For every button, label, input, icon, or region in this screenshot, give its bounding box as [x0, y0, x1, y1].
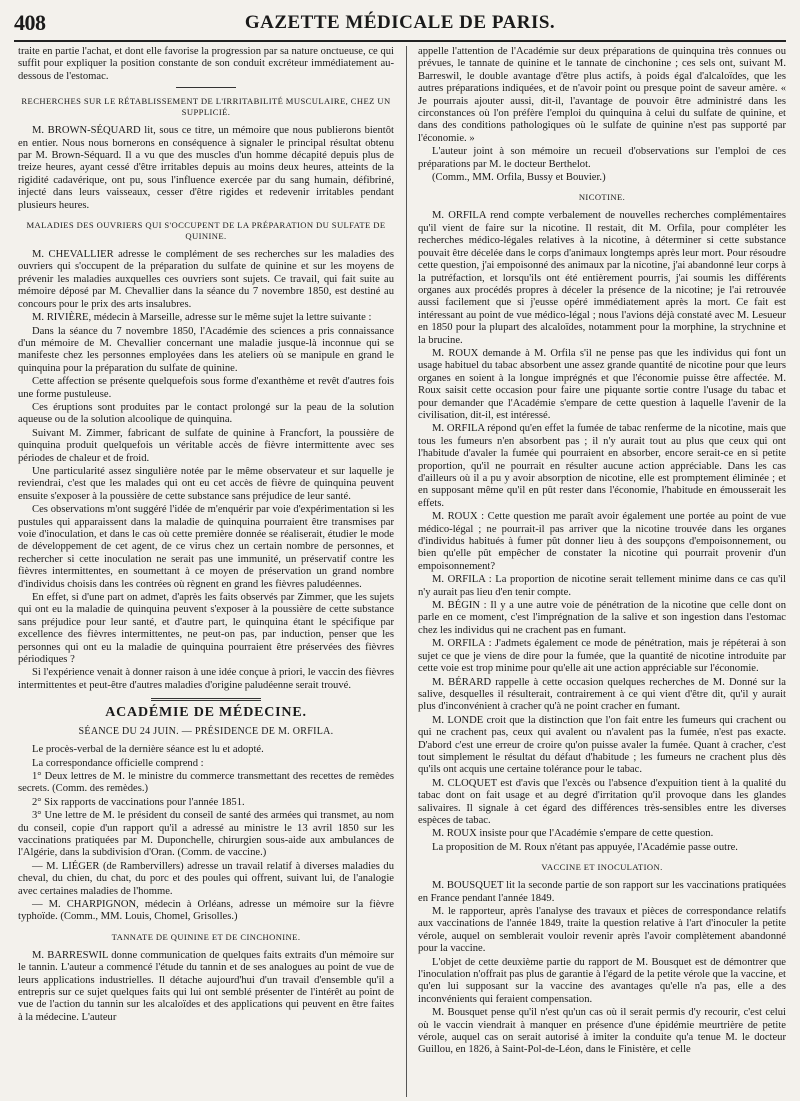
paragraph: L'objet de cette deuxième partie du rapport de M. Bousquet est de démontrer que l'inoculation n'offrait pas plus de garantie à l'égard de la petite vérole que la vaccine, et qu'en lui supposant sur la vaccine des avantages qu'elle n'a pas, elle a des inconvénients qui feraient compensation. — [418, 956, 786, 1005]
paragraph: M. BROWN-SÉQUARD lit, sous ce titre, un mémoire que nous publierons bientôt en entier. Nous nous bornerons en conséquence à signaler le principal résultat obtenu par M. Brown-Séquard. Il a vu que des muscles d'un homme décapité depuis plus de treize heures, ayant cessé d'être irritables depuis au moins deux heures, atteints de la rigidité cadavérique, ont pu, sous l'influence exercée par du sang humain, défibriné, injecté dans leurs vaisseaux, cesser d'être rigides et redevenir irritables pendant plusieurs heures. — [18, 125, 394, 211]
paragraph: M. le rapporteur, après l'analyse des travaux et pièces de correspondance relatifs aux vaccinations de l'année 1849, traite la question relative à l'art d'inoculer la petite vérole, auquel on semblerait vouloir revenir après l'avoir complètement abandonné pour la vaccine. — [418, 906, 786, 955]
paragraph: La correspondance officielle comprend : — [32, 757, 204, 769]
list-item: 3° Une lettre de M. le président du conseil de santé des armées qui transmet, au nom du conseil, copie d'un rapport qu'il a adressé au ministre le 13 avril 1850 sur les vaccinations pratiquées par M. Duponchelle, chirurgien sous-aide aux ambulances de l'Algérie, dans la subdivision d'Oran. (Comm. de vaccine.) — [18, 810, 394, 859]
paragraph: traite en partie l'achat, et dont elle favorise la progression par sa nature onctueuse, ce qui suffit pour expliquer la position constante de son conduit excréteur immédiatement au-dessous de l'estomac. — [18, 46, 394, 82]
session-line: SÉANCE DU 24 JUIN. — PRÉSIDENCE DE M. ORFILA. — [78, 725, 334, 737]
section-rule — [151, 698, 261, 701]
academy-heading: ACADÉMIE DE MÉDECINE. — [105, 705, 307, 721]
paragraph: Le procès-verbal de la dernière séance est lu et adopté. — [32, 744, 264, 756]
page-number: 408 — [14, 10, 46, 35]
section-heading: VACCINE ET INOCULATION. — [541, 862, 663, 873]
page-header — [14, 10, 786, 42]
paragraph: L'auteur joint à son mémoire un recueil d'observations sur l'emploi de ces préparations par M. le docteur Berthelot. — [418, 146, 786, 170]
paragraph: M. ROUX : Cette question me paraît avoir également une portée au point de vue médico-légal ; ne pourrait-il pas arriver que la nicotine trouvée dans les organes d'individus habitués à fumer pût donner lieu à des soupçons d'empoisonnement, ou bien qu'elle pût empêcher de constater la nicotine qui pourrait provenir d'un empoisonnement? — [418, 511, 786, 572]
paragraph: M. CHEVALLIER adresse le complément de ses recherches sur les maladies des ouvriers qui s'occupent de la préparation du sulfate de quinine et sur les moyens de prévenir les maladies auxquelles ces ouvriers sont sujets. Ce travail, qui fait suite au mémoire déposé par M. Chevallier dans la séance du 7 novembre 1850, est destiné au concours pour le prix des arts insalubres. — [18, 249, 394, 310]
paragraph: M. ORFILA : J'admets également ce mode de pénétration, mais je répéterai à son sujet ce que je viens de dire pour la fumée, que la quantité de nicotine introduite par cette voie est trop minime pour qu'elle ait une action appréciable sur l'économie. — [418, 638, 786, 675]
paragraph: M. BOUSQUET lit la seconde partie de son rapport sur les vaccinations pratiquées en France pendant l'année 1849. — [418, 880, 786, 904]
paragraph: M. CLOQUET est d'avis que l'excès ou l'absence d'expuition tient à la qualité du tabac dont on fait usage et au degré d'irritation qu'il provoque dans les glandes salivaires. Il signale à cet égard des différences très-sensibles entre les diverses espèces de tabac. — [418, 777, 786, 826]
section-heading: TANNATE DE QUININE ET DE CINCHONINE. — [111, 931, 301, 942]
paragraph: La proposition de M. Roux n'étant pas appuyée, l'Académie passe outre. — [432, 841, 738, 853]
section-heading: RECHERCHES SUR LE RÉTABLISSEMENT DE L'IRRITABILITÉ MUSCULAIRE, CHEZ UN SUPPLICIÉ. — [21, 96, 391, 118]
paragraph: M. ORFILA répond qu'en effet la fumée de tabac renferme de la nicotine, mais que tous les fumeurs n'en absorbent pas ; il n'y aurait tout au plus que ceux qui ont l'habitude d'avaler la fumée qui pourraient en absorber, encore serait-ce en si petite proportion, qu'il ne pourrait en résulter aucune action appréciable. Dans les cas d'ailleurs où il a pu y avoir absorption de nicotine, elle est promptement éliminée ; et en supposant même qu'il en pût rester dans l'économie, l'habitude en émousserait les effets. — [418, 423, 786, 509]
paragraph: appelle l'attention de l'Académie sur deux préparations de quinquina très connues ou prévues, le tannate de quinine et le tannate de cinchonine ; ces sels ont, suivant M. Barreswil, le double avantage d'être plus actifs, à poids égal d'alcaloïdes, que les autres préparations indiquées, et de n'avoir point ou presque point de saveur amère. « Je pourrais ajouter aussi, dit-il, l'avantage de pouvoir être administré dans les circonstances où l'on préfère l'emploi du quinquina à celui du sulfate de quinine, et dans des conditions pathologiques où le sulfate de quinine n'est pas supporté par l'économie. » — [418, 46, 786, 144]
section-heading: MALADIES DES OUVRIERS QUI S'OCCUPENT DE LA PRÉPARATION DU SULFATE DE QUININE. — [26, 220, 386, 242]
paragraph: M. ORFILA rend compte verbalement de nouvelles recherches complémentaires qu'il vient de faire sur la nicotine. Il restait, dit M. Orfila, pour compléter les recherches médico-légales relatives à la nicotine, à déterminer si cette substance pouvait être décelée dans le corps d'animaux longtemps après leur mort. Pour résoudre cette question, j'ai empoisonné des animaux par la nicotine, j'ai abandonné leur corps à la putréfaction, et lorsqu'ils ont été entièrement pourris, j'ai soumis les différents organes aux procédés propres à déceler la présence de la nicotine; je l'ai retrouvée aussi facilement que si j'eusse opéré immédiatement après la mort. Ce fait est intéressant au point de vue médico-légal ; nous l'avions déjà constaté avec M. Lesueur en 1850 pour la plupart des alcaloïdes, notamment pour la morphine, la strychnine et la brucine. — [418, 210, 786, 346]
right-column — [418, 46, 786, 1097]
paragraph: M. Bousquet pense qu'il n'est qu'un cas où il serait permis d'y recourir, c'est celui où le vaccin viendrait à manquer en présence d'une épidémie meurtrière de petite vérole, auquel cas on serait autorisé à imiter la conduite qu'a tenue M. le docteur Guillou, en 1826, à Saint-Pol-de-Léon, dans le Finistère, et celle — [418, 1007, 786, 1056]
list-item: 2° Six rapports de vaccinations pour l'année 1851. — [32, 796, 245, 808]
paragraph: M. ORFILA : La proportion de nicotine serait tellement minime dans ce cas qu'il n'y aurait pas lieu d'en tenir compte. — [418, 574, 786, 598]
paragraph: Ces éruptions sont produites par le contact prolongé sur la peau de la solution aqueuse ou de la solution alcoolique de quinquina. — [18, 401, 394, 426]
paragraph: — M. LIÉGER (de Rambervillers) adresse un travail relatif à diverses maladies du cheval, du chien, du chat, du porc et des poules qui offrent, suivant lui, de l'analogie avec certaines maladies de l'homme. — [18, 860, 394, 897]
paragraph: M. BÉRARD rappelle à cette occasion quelques recherches de M. Donné sur la salive, desquelles il résulterait, contrairement à ce qui vient d'être dit, qu'il y aurait plus d'inconvénient à cracher qu'à ne point cracher en fumant. — [418, 676, 786, 713]
paragraph: M. ROUX demande à M. Orfila s'il ne pense pas que les individus qui font un usage habituel du tabac absorbent une assez grande quantité de nicotine pour que leurs organes en soient à la longue imprégnés et que l'économie puisse être affectée. M. Roux saisit cette occasion pour faire une piquante sortie contre l'usage du tabac et pour demander que l'Académie s'empare de cette question à laquelle l'avenir de la civilisation, dit-il, est intéressé. — [418, 347, 786, 421]
paragraph: (Comm., MM. Orfila, Bussy et Bouvier.) — [432, 172, 606, 184]
paragraph: Cette affection se présente quelquefois sous forme d'exanthème et revêt d'autres fois une forme pustuleuse. — [18, 376, 394, 400]
list-item: 1° Deux lettres de M. le ministre du commerce transmettant des recettes de remèdes secrets. (Comm. des remèdes.) — [18, 770, 394, 795]
paragraph: Dans la séance du 7 novembre 1850, l'Académie des sciences a pris connaissance d'un mémoire de M. Chevallier concernant une maladie jusque-là inconnue qui se manifeste chez les personnes employées dans les ateliers où se manipule en grand le quinquina pour la préparation du sulfate de quinine. — [18, 325, 394, 374]
paragraph: M. BÉGIN : Il y a une autre voie de pénétration de la nicotine que celle dont on parle en ce moment, c'est l'imprégnation de la salive et son ingestion dans l'estomac chez les individus qui ne crachent pas en fumant. — [418, 600, 786, 636]
paragraph: — M. CHARPIGNON, médecin à Orléans, adresse un mémoire sur la fièvre typhoïde. (Comm., MM. Louis, Chomel, Grisolles.) — [18, 898, 394, 923]
paragraph: M. LONDE croit que la distinction que l'on fait entre les fumeurs qui crachent ou qui ne crachent pas, ceux qui avalent ou n'avalent pas la fumée, n'est pas exacte. D'abord c'est une erreur de croire qu'on puisse avaler la fumée. Quant à cracher, c'est tout simplement le résultat du défaut d'habitude ; les fumeurs ne crachent plus dès qu'ils ont acquis une certaine tolérance pour le tabac. — [418, 714, 786, 776]
paragraph: M. ROUX insiste pour que l'Académie s'empare de cette question. — [432, 828, 714, 840]
section-heading: NICOTINE. — [578, 192, 626, 203]
paragraph: M. RIVIÈRE, médecin à Marseille, adresse sur le même sujet la lettre suivante : — [32, 312, 372, 324]
paragraph: Une particularité assez singulière notée par le même observateur et sur laquelle je reviendrai, c'est que les malades qui ont eu cet accès de fièvre de quinquina peuvent ensuite s'exposer à la poussière de cette substance sans préjudice de leur santé. — [18, 465, 394, 502]
paragraph: M. BARRESWIL donne communication de quelques faits extraits d'un mémoire sur le tannin. L'auteur a commencé l'étude du tannin et de ses analogues au point de vue de leurs applications industrielles. Il détache aujourd'hui d'un travail d'ensemble qu'il a entrepris sur ce sujet quelques faits qui lui ont semblé présenter de l'intérêt au point de vue de l'action du tannin sur les alcaloïdes et des applications qui peuvent en être faites à la médecine. L'auteur — [18, 949, 394, 1023]
paragraph: En effet, si d'une part on admet, d'après les faits observés par Zimmer, que les sujets qui ont eu la maladie de quinquina peuvent s'exposer à la poussière de cette substance sans préjudice pour leur santé, et d'autre part, le quinquina étant le spécifique par excellence des fièvres intermittentes, ne peut-on pas, par induction, penser que les personnes qui ont eu la maladie de quinquina pourraient être préservées des fièvres périodiques ? — [18, 592, 394, 666]
left-column — [18, 46, 394, 1097]
paragraph: Ces observations m'ont suggéré l'idée de m'enquérir par voie d'expérimentation si les pustules qui apparaissent dans la maladie de quinquina pourraient être transmises par voie d'inoculation, et dans le cas où cette première donnée se réaliserait, étudier le mode de développement de cet agent, de ce virus chez un certain nombre de personnes, et rechercher si cette inoculation ne serait pas une immunité, un préservatif contre les fièvres intermittentes, en soumettant à ce moyen de préservation un grand nombre d'individus choisis dans les contrées où règnent en grand les fièvres paludéennes. — [18, 504, 394, 590]
column-divider — [406, 46, 407, 1097]
journal-title: GAZETTE MÉDICALE DE PARIS. — [244, 12, 556, 33]
section-rule — [176, 87, 236, 88]
paragraph: Suivant M. Zimmer, fabricant de sulfate de quinine à Francfort, la poussière de quinquina produit quelquefois un véritable accès de fièvre intermittente avec ses périodes de chaleur et de froid. — [18, 427, 394, 464]
paragraph: Si l'expérience venait à donner raison à une idée conçue à priori, le vaccin des fièvres intermittentes et peut-être d'autres maladies d'origine paludéenne serait trouvé. — [18, 667, 394, 691]
